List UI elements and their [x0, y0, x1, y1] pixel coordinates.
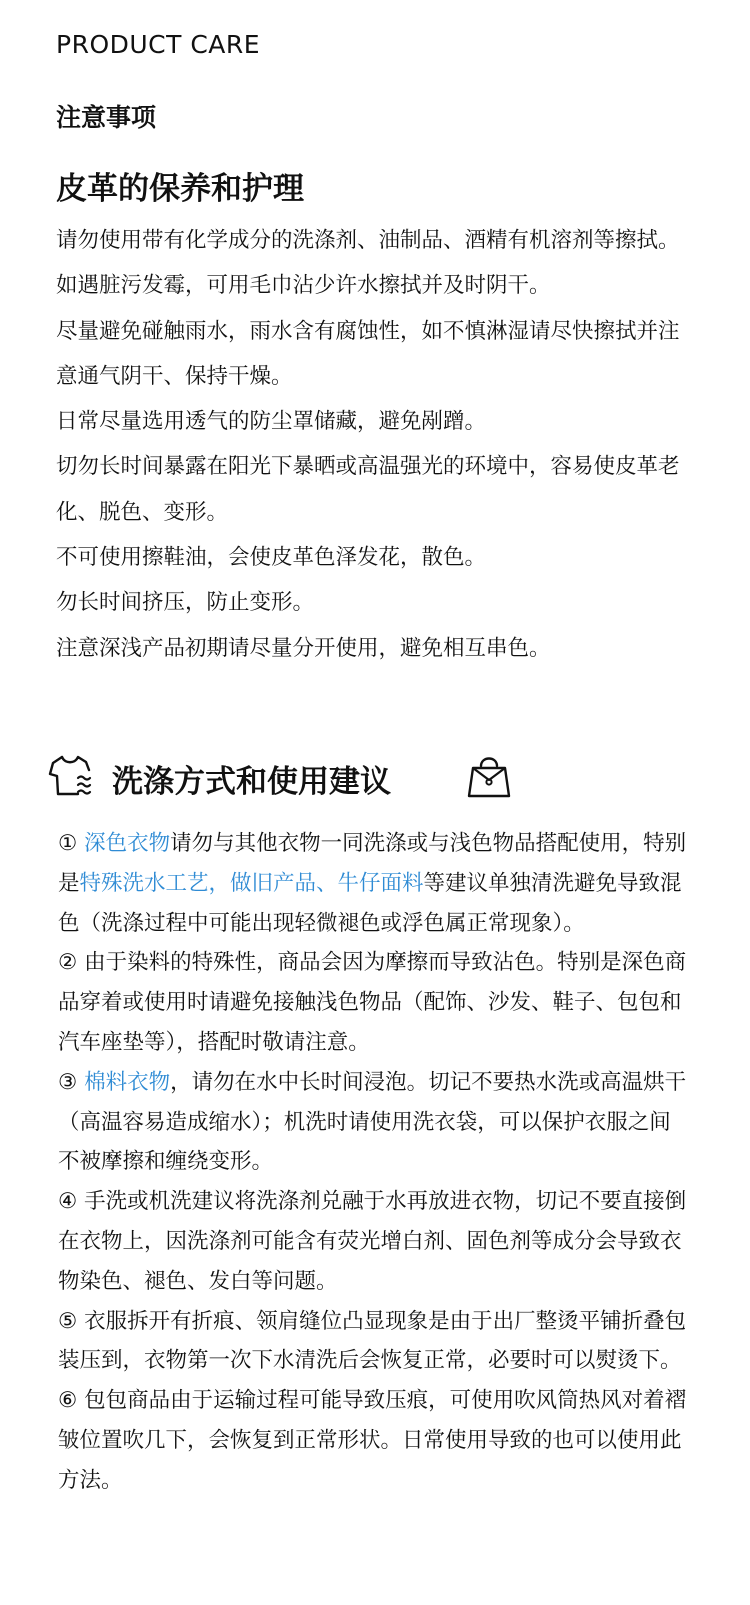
washing-section-header: [48, 752, 518, 802]
washing-tips-list: [58, 824, 688, 1501]
tip-text: ，请勿在水中长时间浸泡。切记不要热水洗或高温烘干（高温容易造成缩水）；机洗时请使用洗衣袋，可以保护衣服之间不被摩擦和缠绕变形。: [58, 1069, 687, 1175]
washing-tip: [58, 824, 688, 943]
tip-text: 等建议单独清洗避免导致混色（洗涤过程中可能出现轻微褪色或浮色属正常现象）。: [58, 870, 682, 936]
tip-text: 包包商品由于运输过程可能导致压痕，可使用吹风筒热风对着褶皱位置吹几下，会恢复到正常形状。日常使用导致的也可以使用此方法。: [58, 1388, 687, 1493]
leather-care-item: 勿长时间挤压，防止变形。: [56, 590, 315, 616]
leather-care-item: 如遇脏污发霉，可用毛巾沾少许水擦拭并及时阴干。: [56, 273, 551, 299]
tip-highlight: 特殊洗水工艺，做旧产品、牛仔面料: [79, 870, 424, 896]
tip-text: 衣服拆开有折痕、领肩缝位凸显现象是由于出厂整烫平铺折叠包装压到，衣物第一次下水清洗后会恢复正常，必要时可以熨烫下。: [58, 1308, 687, 1374]
tip-number: ⑥: [58, 1388, 78, 1414]
handbag-icon: [466, 752, 512, 800]
leather-care-list: [56, 218, 696, 671]
washing-tip: [58, 1182, 688, 1301]
leather-care-item: 尽量避免碰触雨水，雨水含有腐蚀性，如不慎淋湿请尽快擦拭并注意通气阴干、保持干燥。: [56, 318, 680, 389]
washing-tip: [58, 1302, 688, 1382]
tip-number: ①: [58, 831, 78, 856]
leather-care-title: 皮革的保养和护理: [56, 171, 304, 207]
leather-care-item: 不可使用擦鞋油，会使皮革色泽发花，散色。: [56, 545, 487, 571]
notice-title: 注意事项: [56, 103, 157, 132]
washing-tip: [58, 1381, 688, 1500]
leather-care-item: 切勿长时间暴露在阳光下暴晒或高温强光的环境中，容易使皮革老化、脱色、变形。: [56, 454, 680, 525]
washing-title: 洗涤方式和使用建议: [112, 764, 391, 800]
tip-number: ④: [58, 1189, 78, 1215]
tip-highlight: 深色衣物: [84, 831, 171, 856]
leather-care-item: 注意深浅产品初期请尽量分开使用，避免相互串色。: [56, 635, 551, 661]
tip-number: ③: [58, 1069, 78, 1095]
tip-highlight: 棉料衣物: [84, 1069, 171, 1095]
leather-care-item: 日常尽量选用透气的防尘罩储藏，避免剐蹭。: [56, 409, 487, 435]
t-shirt-wash-icon: [48, 754, 98, 798]
tip-text: 由于染料的特殊性，商品会因为摩擦而导致沾色。特别是深色商品穿着或使用时请避免接触浅色物品（配饰、沙发、鞋子、包包和汽车座垫等），搭配时敬请注意。: [58, 950, 687, 1055]
leather-care-item: 请勿使用带有化学成分的洗涤剂、油制品、酒精有机溶剂等擦拭。: [56, 228, 680, 253]
page-header: PRODUCT CARE: [56, 30, 261, 59]
tip-number: ②: [58, 950, 78, 976]
washing-tip: [58, 1063, 688, 1182]
tip-text: 请勿与其他衣物一同洗涤或与浅色物品搭配使用，特别是: [58, 831, 687, 896]
washing-tip: [58, 943, 688, 1062]
tip-text: 手洗或机洗建议将洗涤剂兑融于水再放进衣物，切记不要直接倒在衣物上，因洗涤剂可能含有荧光增白剂、固色剂等成分会导致衣物染色、褪色、发白等问题。: [58, 1189, 687, 1294]
tip-number: ⑤: [58, 1308, 78, 1334]
